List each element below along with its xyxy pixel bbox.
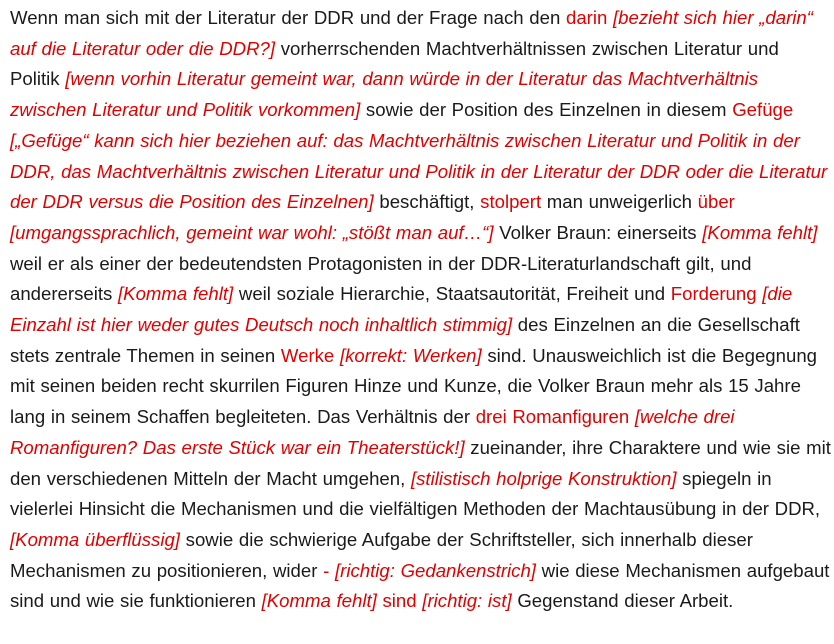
body-text: spiegeln in vielerlei Hinsicht die Mechanismen und die vielfältigen Methoden der Machtausübung in der DDR, — [10, 467, 821, 520]
body-text: Gegenstand dieser Arbeit. — [511, 590, 734, 612]
body-text: vorherrschenden Machtverhältnissen zwischen Literatur und Politik — [10, 37, 779, 90]
correction-note: [die Einzahl ist hier weder gutes Deutsch noch inhaltlich stimmig] — [10, 283, 793, 336]
correction-note: [welche drei Romanfiguren? Das erste Stück war ein Theaterstück!] — [10, 406, 735, 458]
body-text: Volker Braun: einerseits — [493, 221, 703, 243]
correction-note: [Komma fehlt] — [118, 283, 234, 305]
body-text: Wenn man sich mit der Literatur der DDR und der Frage nach den — [10, 7, 566, 28]
flagged-word: - — [323, 559, 330, 581]
flagged-word: sind — [382, 590, 417, 612]
flagged-word: Gefüge — [732, 99, 794, 121]
flagged-word: drei Romanfiguren — [475, 406, 630, 428]
flagged-word: stolpert — [480, 191, 542, 213]
body-text: wie diese Mechanismen aufgebaut sind und wie sie funktionieren — [10, 559, 830, 612]
correction-note: [Komma fehlt] — [702, 221, 818, 243]
flagged-word: Forderung — [670, 283, 757, 305]
correction-note: [Komma überflüssig] — [10, 528, 180, 550]
correction-note: [„Gefüge“ kann sich hier beziehen auf: das Machtverhältnis zwischen Literatur und Politik in der DDR, das Machtverhältnis zwischen Literatur und Politik in der Literatur der DDR oder die Literatur der DDR versus die Position des Einzelnen] — [10, 129, 828, 213]
flagged-word: darin — [565, 7, 608, 28]
correction-note: [korrekt: Werken] — [339, 344, 482, 366]
flagged-word: Werke — [280, 344, 335, 366]
body-text: des Einzelnen an die Gesellschaft stets zentrale Themen in seinen — [10, 314, 800, 366]
correction-note: [bezieht sich hier „darin“ auf die Literatur oder die DDR?] — [10, 7, 813, 59]
flagged-word: über — [697, 191, 735, 213]
body-text: weil soziale Hierarchie, Staatsautorität, Freiheit und — [233, 283, 671, 305]
body-text: man unweigerlich — [541, 191, 698, 213]
body-text: sowie die schwierige Aufgabe der Schriftsteller, sich innerhalb dieser Mechanismen zu positionieren, wider — [10, 528, 753, 581]
correction-note: [stilistisch holprige Konstruktion] — [410, 467, 677, 489]
correction-note: [umgangssprachlich, gemeint war wohl: „stößt man auf…“] — [10, 221, 494, 243]
annotated-paragraph — [10, 3, 832, 617]
body-text: sowie der Position des Einzelnen in diesem — [360, 99, 733, 121]
body-text: sind. Unausweichlich ist die Begegnung mit seinen beiden recht skurrilen Figuren Hinze und Kunze, die Volker Braun mehr als 15 Jahre lang in seinem Schaffen begleiteten. Das Verhältnis der — [10, 344, 817, 428]
correction-note: [richtig: Gedankenstrich] — [334, 559, 536, 581]
body-text: beschäftigt, — [373, 191, 481, 213]
correction-note: [Komma fehlt] — [261, 590, 377, 612]
body-text: zueinander, ihre Charaktere und wie sie mit den verschiedenen Mitteln der Macht umgehen, — [10, 436, 831, 489]
body-text: weil er als einer der bedeutendsten Protagonisten in der DDR-Literaturlandschaft gilt, und andererseits — [10, 252, 752, 305]
correction-note: [wenn vorhin Literatur gemeint war, dann würde in der Literatur das Machtverhältnis zwischen Literatur und Politik vorkommen] — [10, 68, 759, 121]
correction-note: [richtig: ist] — [422, 590, 512, 612]
